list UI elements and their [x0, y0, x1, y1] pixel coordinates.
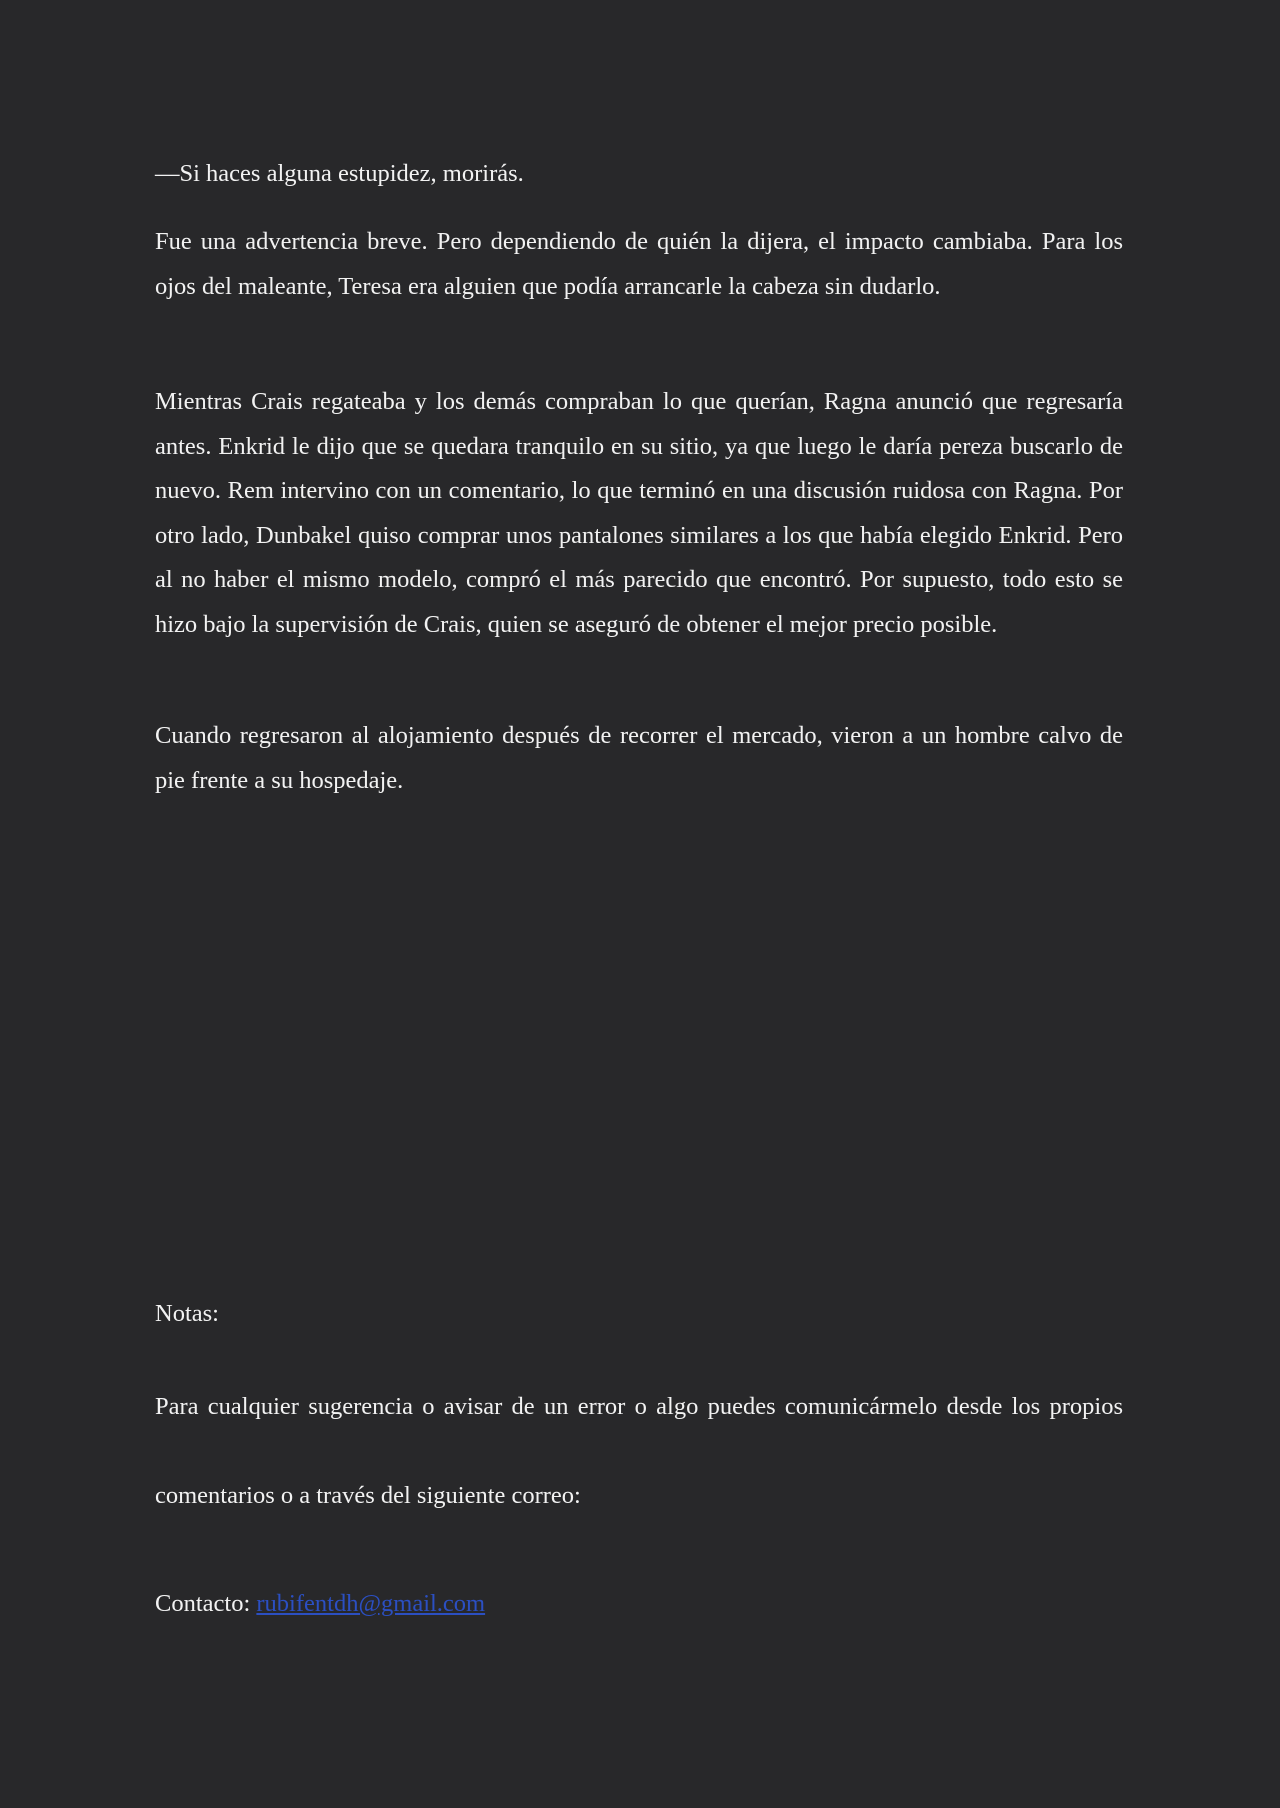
notes-title: Notas: [155, 1300, 219, 1327]
email-link[interactable]: rubifentdh@gmail.com [256, 1590, 486, 1617]
notes-body: Para cualquier sugerencia o avisar de un error o algo puedes comunicármelo desde los propios comentarios o a través del siguiente correo: [155, 1393, 1123, 1509]
contact-line [155, 1582, 485, 1626]
paragraph-4: Cuando regresaron al alojamiento después de recorrer el mercado, vieron a un hombre calvo de pie frente a su hospedaje. [155, 722, 1123, 794]
contact-label: Contacto: [155, 1590, 257, 1617]
paragraph-2: Fue una advertencia breve. Pero dependiendo de quién la dijera, el impacto cambiaba. Para los ojos del maleante, Teresa era alguien que podía arrancarle la cabeza sin dudarlo. [155, 228, 1123, 300]
paragraph-1: —Si haces alguna estupidez, morirás. [155, 160, 524, 187]
paragraph-3: Mientras Crais regateaba y los demás compraban lo que querían, Ragna anunció que regresaría antes. Enkrid le dijo que se quedara tranquilo en su sitio, ya que luego le daría pereza buscarlo de nuevo. Rem intervino con un comentario, lo que terminó en una discusión ruidosa con Ragna. Por otro lado, Dunbakel quiso comprar unos pantalones similares a los que había elegido Enkrid. Pero al no haber el mismo modelo, compró el más parecido que encontró. Por supuesto, todo esto se hizo bajo la supervisión de Crais, quien se aseguró de obtener el mejor precio posible. [155, 388, 1123, 638]
